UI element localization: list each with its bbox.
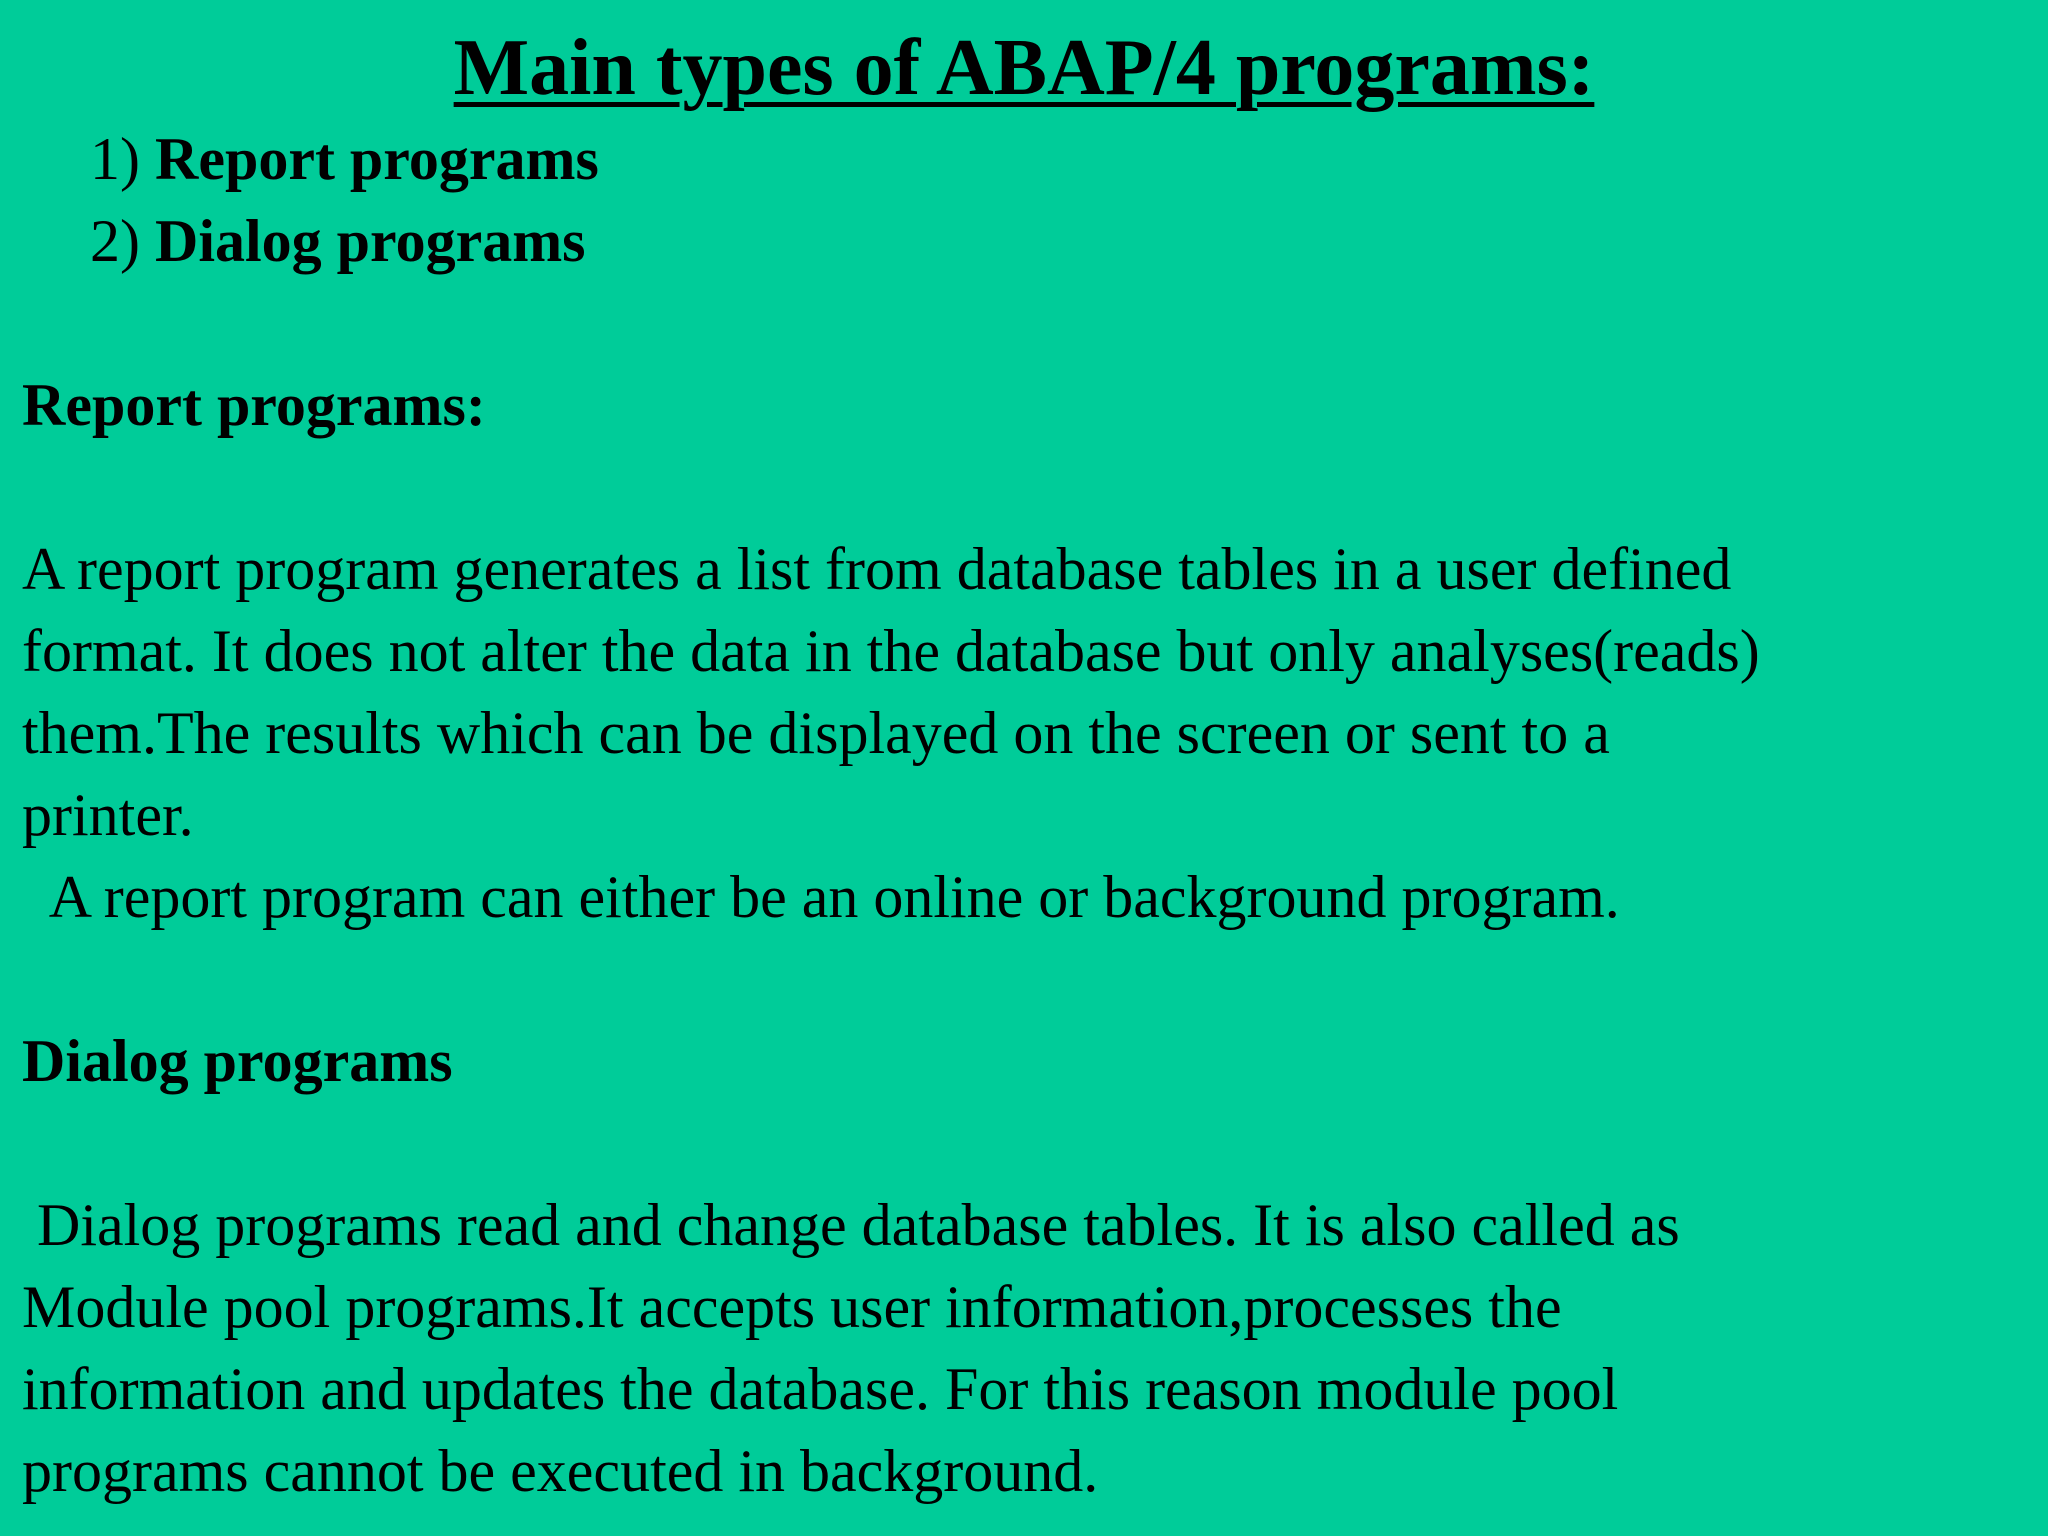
dialog-programs-paragraph — [22, 1184, 2032, 1512]
list-item-label: Report programs — [154, 126, 599, 192]
list-item — [90, 200, 599, 282]
report-programs-paragraph — [22, 528, 2032, 938]
paragraph-line: Dialog programs read and change database tables. It is also called as — [22, 1192, 1680, 1258]
paragraph-line: format. It does not alter the data in the database but only analyses(reads) — [22, 618, 1760, 684]
list-item-label: Dialog programs — [154, 208, 586, 274]
paragraph-line: information and updates the database. For this reason module pool — [22, 1356, 1619, 1422]
report-programs-heading: Report programs: — [22, 372, 486, 438]
paragraph-line: programs cannot be executed in background. — [22, 1438, 1099, 1504]
dialog-programs-heading: Dialog programs — [22, 1028, 453, 1094]
paragraph-line: Module pool programs.It accepts user information,processes the — [22, 1274, 1562, 1340]
paragraph-line: A report program can either be an online or background program. — [22, 864, 1620, 930]
slide-title: Main types of ABAP/4 programs: — [453, 24, 1595, 112]
program-types-list — [90, 118, 599, 282]
paragraph-line: A report program generates a list from database tables in a user defined — [22, 536, 1732, 602]
paragraph-line: printer. — [22, 782, 194, 848]
list-item-number: 2) — [90, 208, 140, 274]
list-item-number: 1) — [90, 126, 140, 192]
paragraph-line: them.The results which can be displayed on the screen or sent to a — [22, 700, 1610, 766]
list-item — [90, 118, 599, 200]
